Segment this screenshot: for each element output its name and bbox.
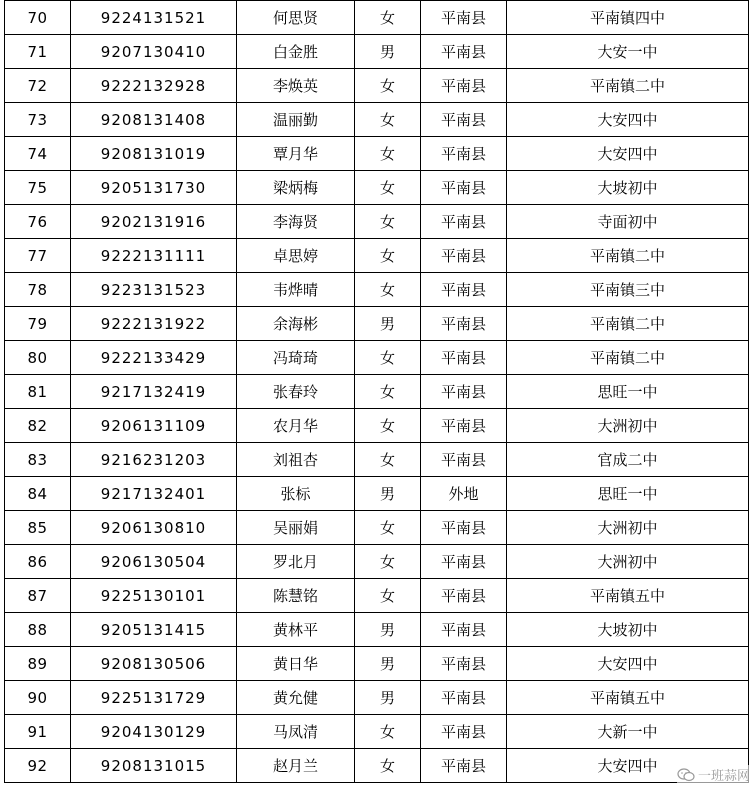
cell-gender: 女 <box>355 69 421 103</box>
cell-gender: 女 <box>355 103 421 137</box>
table-row <box>5 273 749 307</box>
cell-name: 张春玲 <box>237 375 355 409</box>
cell-exam-id: 9225130101 <box>71 579 237 613</box>
cell-region: 平南县 <box>421 749 507 783</box>
cell-number: 89 <box>5 647 71 681</box>
cell-gender: 女 <box>355 443 421 477</box>
cell-exam-id: 9208131015 <box>71 749 237 783</box>
table-row <box>5 545 749 579</box>
cell-school: 平南镇二中 <box>507 341 749 375</box>
cell-school: 思旺一中 <box>507 477 749 511</box>
cell-exam-id: 9208131019 <box>71 137 237 171</box>
cell-number: 83 <box>5 443 71 477</box>
cell-exam-id: 9208130506 <box>71 647 237 681</box>
cell-exam-id: 9205131415 <box>71 613 237 647</box>
cell-exam-id: 9217132419 <box>71 375 237 409</box>
cell-number: 72 <box>5 69 71 103</box>
cell-gender: 女 <box>355 341 421 375</box>
cell-name: 张标 <box>237 477 355 511</box>
cell-gender: 男 <box>355 613 421 647</box>
cell-region: 平南县 <box>421 205 507 239</box>
table-row <box>5 681 749 715</box>
cell-name: 李焕英 <box>237 69 355 103</box>
cell-number: 79 <box>5 307 71 341</box>
table-row <box>5 239 749 273</box>
cell-exam-id: 9202131916 <box>71 205 237 239</box>
watermark <box>677 765 750 784</box>
cell-school: 大坡初中 <box>507 171 749 205</box>
cell-number: 91 <box>5 715 71 749</box>
cell-region: 平南县 <box>421 171 507 205</box>
cell-exam-id: 9222131111 <box>71 239 237 273</box>
cell-number: 78 <box>5 273 71 307</box>
cell-name: 罗北月 <box>237 545 355 579</box>
cell-name: 余海彬 <box>237 307 355 341</box>
cell-name: 覃月华 <box>237 137 355 171</box>
cell-region: 平南县 <box>421 443 507 477</box>
table-row <box>5 35 749 69</box>
cell-region: 平南县 <box>421 409 507 443</box>
cell-gender: 女 <box>355 239 421 273</box>
cell-region: 平南县 <box>421 511 507 545</box>
cell-name: 黄允健 <box>237 681 355 715</box>
table-row <box>5 1 749 35</box>
cell-number: 77 <box>5 239 71 273</box>
cell-school: 平南镇二中 <box>507 69 749 103</box>
cell-gender: 女 <box>355 511 421 545</box>
table-row <box>5 715 749 749</box>
cell-school: 平南镇三中 <box>507 273 749 307</box>
cell-name: 刘祖杏 <box>237 443 355 477</box>
cell-name: 卓思婷 <box>237 239 355 273</box>
cell-number: 90 <box>5 681 71 715</box>
cell-region: 平南县 <box>421 545 507 579</box>
cell-exam-id: 9216231203 <box>71 443 237 477</box>
cell-number: 92 <box>5 749 71 783</box>
cell-school: 大安四中 <box>507 137 749 171</box>
student-roster-table <box>4 0 749 783</box>
cell-region: 平南县 <box>421 647 507 681</box>
cell-name: 韦烨晴 <box>237 273 355 307</box>
cell-number: 87 <box>5 579 71 613</box>
cell-gender: 女 <box>355 749 421 783</box>
cell-exam-id: 9208131408 <box>71 103 237 137</box>
cell-school: 平南镇五中 <box>507 579 749 613</box>
table-row <box>5 443 749 477</box>
cell-name: 何思贤 <box>237 1 355 35</box>
cell-exam-id: 9206130504 <box>71 545 237 579</box>
cell-number: 82 <box>5 409 71 443</box>
cell-number: 74 <box>5 137 71 171</box>
cell-number: 76 <box>5 205 71 239</box>
cell-region: 平南县 <box>421 579 507 613</box>
cell-exam-id: 9206131109 <box>71 409 237 443</box>
cell-exam-id: 9206130810 <box>71 511 237 545</box>
cell-exam-id: 9205131730 <box>71 171 237 205</box>
table-row <box>5 477 749 511</box>
cell-school: 官成二中 <box>507 443 749 477</box>
cell-school: 大新一中 <box>507 715 749 749</box>
cell-school: 平南镇二中 <box>507 239 749 273</box>
cell-school: 大洲初中 <box>507 511 749 545</box>
cell-school: 大安四中 <box>507 749 749 783</box>
cell-name: 马凤清 <box>237 715 355 749</box>
cell-school: 平南镇二中 <box>507 307 749 341</box>
cell-number: 75 <box>5 171 71 205</box>
cell-gender: 女 <box>355 409 421 443</box>
cell-region: 平南县 <box>421 1 507 35</box>
cell-gender: 女 <box>355 375 421 409</box>
cell-number: 80 <box>5 341 71 375</box>
cell-school: 平南镇五中 <box>507 681 749 715</box>
table-row <box>5 647 749 681</box>
cell-exam-id: 9223131523 <box>71 273 237 307</box>
cell-name: 农月华 <box>237 409 355 443</box>
cell-name: 冯琦琦 <box>237 341 355 375</box>
cell-exam-id: 9224131521 <box>71 1 237 35</box>
cell-name: 黄日华 <box>237 647 355 681</box>
cell-school: 大安四中 <box>507 647 749 681</box>
cell-number: 88 <box>5 613 71 647</box>
cell-exam-id: 9204130129 <box>71 715 237 749</box>
cell-region: 平南县 <box>421 307 507 341</box>
cell-gender: 男 <box>355 477 421 511</box>
cell-school: 大洲初中 <box>507 409 749 443</box>
table-row <box>5 137 749 171</box>
cell-region: 平南县 <box>421 715 507 749</box>
cell-school: 大安一中 <box>507 35 749 69</box>
cell-region: 平南县 <box>421 137 507 171</box>
cell-region: 平南县 <box>421 341 507 375</box>
cell-gender: 女 <box>355 579 421 613</box>
cell-gender: 女 <box>355 137 421 171</box>
cell-region: 平南县 <box>421 613 507 647</box>
table-row <box>5 103 749 137</box>
cell-gender: 男 <box>355 681 421 715</box>
cell-name: 吴丽娟 <box>237 511 355 545</box>
cell-name: 赵月兰 <box>237 749 355 783</box>
cell-name: 温丽勤 <box>237 103 355 137</box>
cell-region: 平南县 <box>421 375 507 409</box>
cell-gender: 男 <box>355 35 421 69</box>
cell-name: 梁炳梅 <box>237 171 355 205</box>
cell-region: 平南县 <box>421 69 507 103</box>
cell-exam-id: 9207130410 <box>71 35 237 69</box>
cell-region: 平南县 <box>421 103 507 137</box>
table-row <box>5 375 749 409</box>
cell-name: 李海贤 <box>237 205 355 239</box>
cell-gender: 女 <box>355 171 421 205</box>
table-row <box>5 749 749 783</box>
cell-exam-id: 9222133429 <box>71 341 237 375</box>
table-row <box>5 69 749 103</box>
cell-exam-id: 9222131922 <box>71 307 237 341</box>
roster-body <box>5 1 749 783</box>
cell-school: 大坡初中 <box>507 613 749 647</box>
cell-name: 白金胜 <box>237 35 355 69</box>
cell-number: 86 <box>5 545 71 579</box>
cell-school: 平南镇四中 <box>507 1 749 35</box>
cell-region: 平南县 <box>421 239 507 273</box>
cell-region: 平南县 <box>421 681 507 715</box>
cell-gender: 女 <box>355 715 421 749</box>
cell-gender: 女 <box>355 205 421 239</box>
cell-gender: 女 <box>355 545 421 579</box>
cell-number: 85 <box>5 511 71 545</box>
watermark-text: 一班蒜网 <box>697 769 750 784</box>
table-row <box>5 409 749 443</box>
table-row <box>5 171 749 205</box>
cell-number: 73 <box>5 103 71 137</box>
cell-gender: 男 <box>355 647 421 681</box>
cell-exam-id: 9217132401 <box>71 477 237 511</box>
cell-school: 思旺一中 <box>507 375 749 409</box>
cell-gender: 女 <box>355 1 421 35</box>
table-row <box>5 307 749 341</box>
cell-region: 平南县 <box>421 273 507 307</box>
cell-gender: 男 <box>355 307 421 341</box>
cell-exam-id: 9222132928 <box>71 69 237 103</box>
table-row <box>5 613 749 647</box>
cell-school: 寺面初中 <box>507 205 749 239</box>
table-row <box>5 205 749 239</box>
cell-name: 黄林平 <box>237 613 355 647</box>
cell-region: 外地 <box>421 477 507 511</box>
cell-region: 平南县 <box>421 35 507 69</box>
cell-school: 大洲初中 <box>507 545 749 579</box>
cell-number: 81 <box>5 375 71 409</box>
wechat-icon <box>677 768 695 782</box>
cell-school: 大安四中 <box>507 103 749 137</box>
cell-number: 71 <box>5 35 71 69</box>
cell-gender: 女 <box>355 273 421 307</box>
cell-number: 70 <box>5 1 71 35</box>
cell-name: 陈慧铭 <box>237 579 355 613</box>
table-row <box>5 579 749 613</box>
table-row <box>5 341 749 375</box>
cell-exam-id: 9225131729 <box>71 681 237 715</box>
table-row <box>5 511 749 545</box>
cell-number: 84 <box>5 477 71 511</box>
